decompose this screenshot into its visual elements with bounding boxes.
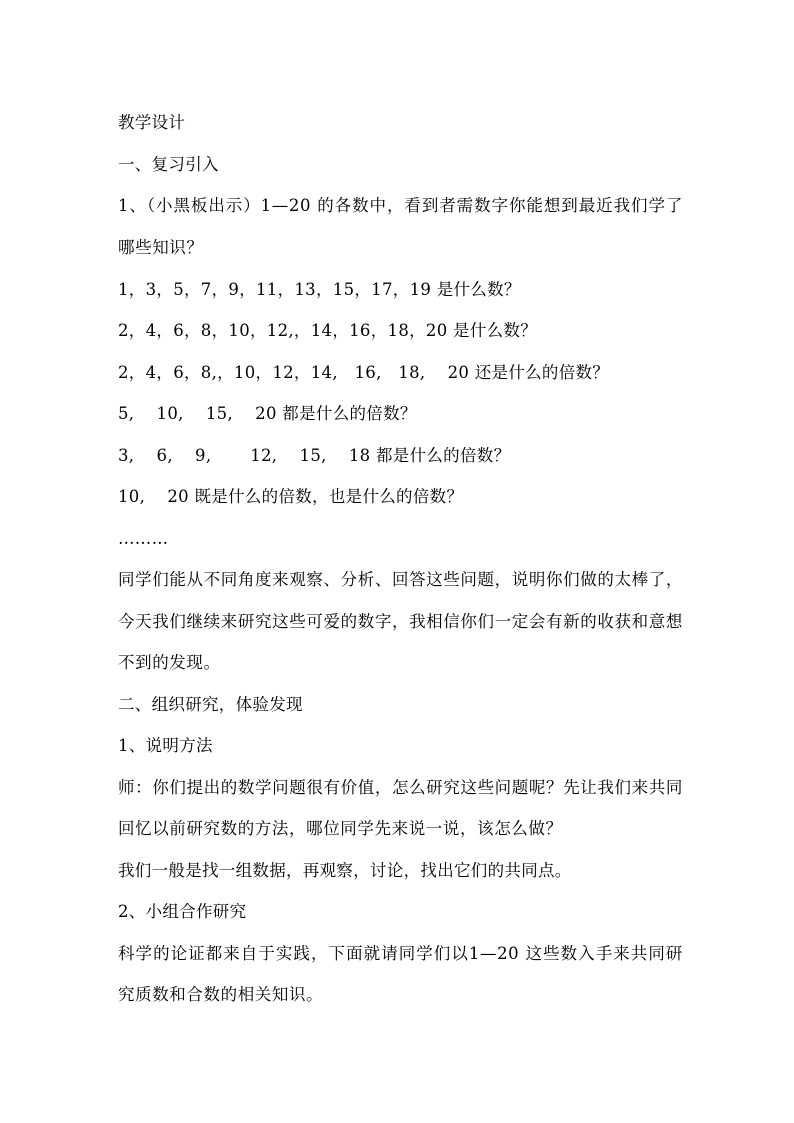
intro-question: 1、（小黑板出示）1—20 的各数中，看到者需数字你能想到最近我们学了哪些知识？ (118, 196, 683, 257)
transition-paragraph: 同学们能从不同角度来观察、分析、回答这些问题，说明你们做的太棒了，今天我们继续来研究这些可爱的数字，我相信你们一定会有新的收获和意想不到的发现。 (118, 570, 683, 672)
teacher-paragraph: 师：你们提出的数学问题很有价值，怎么研究这些问题呢？先让我们来共同回忆以前研究数的方法，哪位同学先来说一说，该怎么做？ (118, 777, 683, 838)
question-line: 5, 10, 15, 20 都是什么的倍数？ (118, 404, 417, 423)
question-line: 2，4，6，8，10，12,，14，16，18，20 是什么数？ (118, 321, 538, 340)
document-title: 教学设计 (118, 113, 186, 132)
group-work-paragraph: 科学的论证都来自于实践，下面就请同学们以1—20 这些数入手来共同研究质数和合数的相关知识。 (118, 943, 683, 1004)
section-heading-research: 二、组织研究，体验发现 (118, 694, 303, 714)
question-line: 1，3，5，7，9，11，13，15，17，19 是什么数？ (118, 279, 521, 299)
section-heading-review: 一、复习引入 (118, 154, 219, 174)
question-line: 2，4，6，8,，10，12，14, 16, 18, 20 还是什么的倍数？ (118, 362, 610, 382)
step-heading-group-work: 2、小组合作研究 (118, 902, 247, 921)
method-answer: 我们一般是找一组数据，再观察，讨论，找出它们的共同点。 (118, 860, 572, 880)
question-line: 10, 20 既是什么的倍数，也是什么的倍数？ (118, 487, 464, 506)
document-body (118, 102, 683, 1016)
ellipsis: ……… (118, 528, 169, 548)
step-heading-method: 1、说明方法 (118, 736, 213, 755)
question-line: 3, 6, 9, 12, 15, 18 都是什么的倍数？ (118, 445, 511, 465)
